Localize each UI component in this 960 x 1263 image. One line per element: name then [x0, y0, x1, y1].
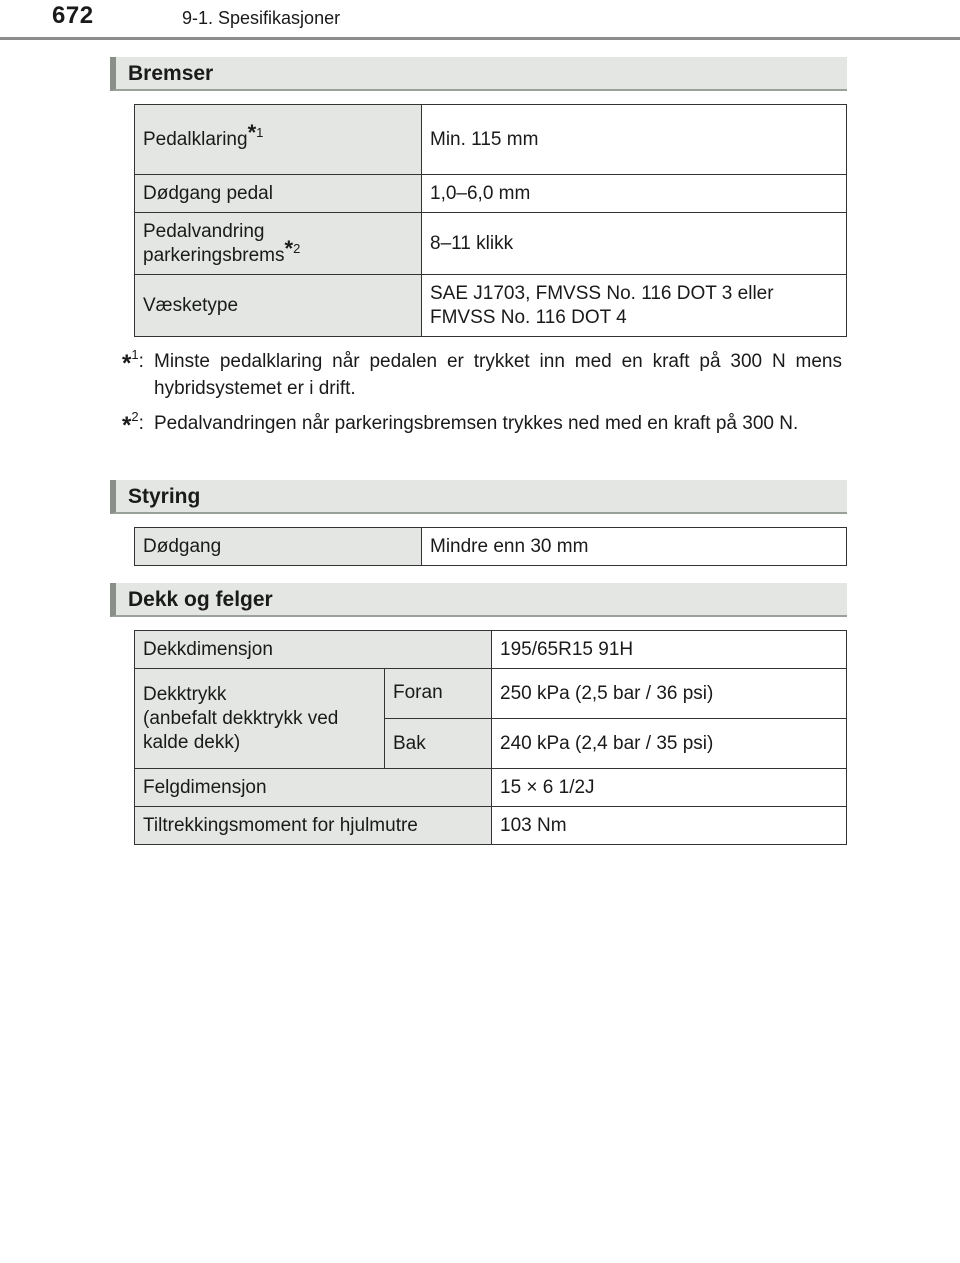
- table-sublabel: Bak: [385, 719, 492, 769]
- table-row: [135, 807, 847, 845]
- table-label: Dødgang pedal: [135, 175, 422, 213]
- footnote-ref: *2: [284, 235, 301, 261]
- section-heading-brakes: [110, 57, 847, 91]
- table-label: Dødgang: [135, 528, 422, 566]
- table-label: Væsketype: [135, 275, 422, 337]
- table-value: Min. 115 mm: [422, 105, 847, 175]
- chapter-title: 9-1. Spesifikasjoner: [182, 8, 341, 28]
- footnote-marker: *$^1$:: [122, 347, 144, 377]
- brakes-table: [134, 104, 847, 337]
- footnote-text: Pedalvandringen når parkeringsbremsen trykkes ned med en kraft på 300 N.: [154, 413, 799, 434]
- table-row: [135, 528, 847, 566]
- table-value: 103 Nm: [492, 807, 847, 845]
- footnote-2: [122, 410, 842, 464]
- table-row: [135, 275, 847, 337]
- table-row: [135, 669, 847, 719]
- table-value: Mindre enn 30 mm: [422, 528, 847, 566]
- table-label: Tiltrekkingsmoment for hjulmutre: [135, 807, 492, 845]
- section-heading-tires: [110, 583, 847, 617]
- table-value: 250 kPa (2,5 bar / 36 psi): [492, 669, 847, 719]
- header-rule: [0, 37, 960, 40]
- section-heading-steering: [110, 480, 847, 514]
- page-number: 672: [52, 2, 94, 29]
- section-title: Bremser: [128, 62, 214, 85]
- tires-table: [134, 630, 847, 845]
- table-row: [135, 213, 847, 275]
- table-value: 8–11 klikk: [422, 213, 847, 275]
- table-sublabel: Foran: [385, 669, 492, 719]
- table-row: [135, 105, 847, 175]
- section-title: Styring: [128, 485, 201, 508]
- table-value: SAE J1703, FMVSS No. 116 DOT 3 eller FMVSS No. 116 DOT 4: [422, 275, 847, 337]
- footnote-marker: *$^2$:: [122, 409, 144, 439]
- table-row: [135, 769, 847, 807]
- table-value: 15 × 6 1/2J: [492, 769, 847, 807]
- table-value: 1,0–6,0 mm: [422, 175, 847, 213]
- table-value: 240 kPa (2,4 bar / 35 psi): [492, 719, 847, 769]
- section-title: Dekk og felger: [128, 588, 273, 611]
- table-label: Dekkdimensjon: [135, 631, 492, 669]
- table-label: Felgdimensjon: [135, 769, 492, 807]
- footnote-ref: *1: [247, 119, 264, 145]
- steering-table: [134, 527, 847, 566]
- table-row: [135, 631, 847, 669]
- table-label: Pedalklaring$^{*1}$: [135, 105, 422, 175]
- table-value: 195/65R15 91H: [492, 631, 847, 669]
- table-label: Dekktrykk (anbefalt dekktrykk ved kalde dekk): [135, 669, 385, 769]
- footnote-text: Minste pedalklaring når pedalen er trykket inn med en kraft på 300 N mens hybridsystemet er i drift.: [154, 351, 842, 399]
- footnote-1: [122, 348, 842, 402]
- page-header: [0, 0, 960, 42]
- table-label: Pedalvandring parkeringsbrems$^{*2}$: [135, 213, 422, 275]
- table-row: [135, 175, 847, 213]
